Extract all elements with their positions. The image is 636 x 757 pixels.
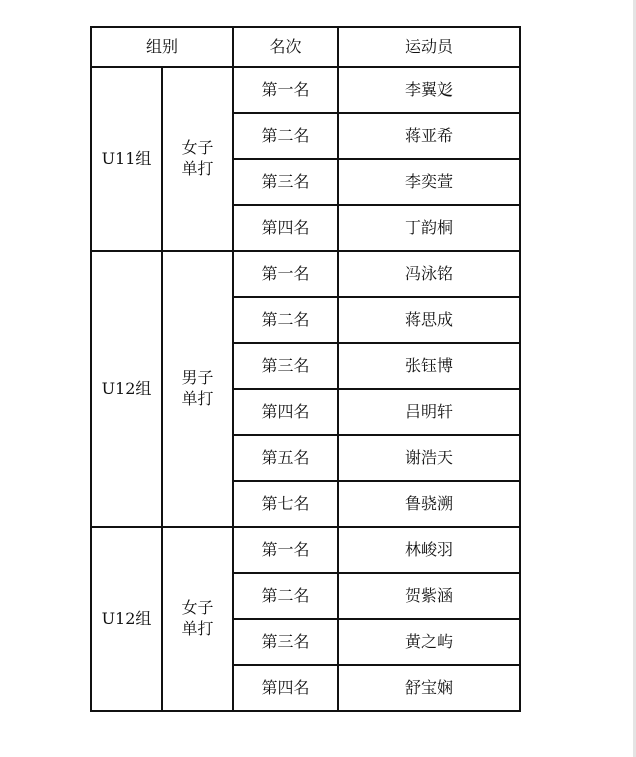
header-group: 组别 [91,27,233,67]
rank-cell: 第三名 [233,343,338,389]
rank-cell: 第二名 [233,573,338,619]
header-athlete: 运动员 [338,27,520,67]
table-row [91,527,520,573]
athlete-cell: 李翼彣 [338,67,520,113]
athlete-cell: 林峻羽 [338,527,520,573]
athlete-cell: 蒋思成 [338,297,520,343]
table-row [91,67,520,113]
header-row [91,27,520,67]
table-row [91,251,520,297]
rank-cell: 第二名 [233,297,338,343]
rank-cell: 第七名 [233,481,338,527]
rank-cell: 第二名 [233,113,338,159]
header-rank: 名次 [233,27,338,67]
athlete-cell: 舒宝娴 [338,665,520,711]
event-label: 男子单打 [181,368,214,408]
age-group-cell: U12组 [91,251,162,527]
athlete-cell: 吕明轩 [338,389,520,435]
rank-cell: 第五名 [233,435,338,481]
results-table [90,26,521,712]
athlete-cell: 谢浩天 [338,435,520,481]
athlete-cell: 丁韵桐 [338,205,520,251]
athlete-cell: 鲁骁溯 [338,481,520,527]
rank-cell: 第三名 [233,619,338,665]
athlete-cell: 黄之屿 [338,619,520,665]
event-cell [162,527,233,711]
athlete-cell: 张钰博 [338,343,520,389]
event-label: 女子单打 [181,598,214,638]
athlete-cell: 蒋亚希 [338,113,520,159]
athlete-cell: 李奕萱 [338,159,520,205]
rank-cell: 第三名 [233,159,338,205]
event-cell [162,67,233,251]
rank-cell: 第一名 [233,251,338,297]
event-label: 女子单打 [181,138,214,178]
age-group-cell: U11组 [91,67,162,251]
rank-cell: 第一名 [233,67,338,113]
rank-cell: 第四名 [233,389,338,435]
athlete-cell: 冯泳铭 [338,251,520,297]
athlete-cell: 贺紫涵 [338,573,520,619]
event-cell [162,251,233,527]
rank-cell: 第一名 [233,527,338,573]
age-group-cell: U12组 [91,527,162,711]
rank-cell: 第四名 [233,665,338,711]
rank-cell: 第四名 [233,205,338,251]
